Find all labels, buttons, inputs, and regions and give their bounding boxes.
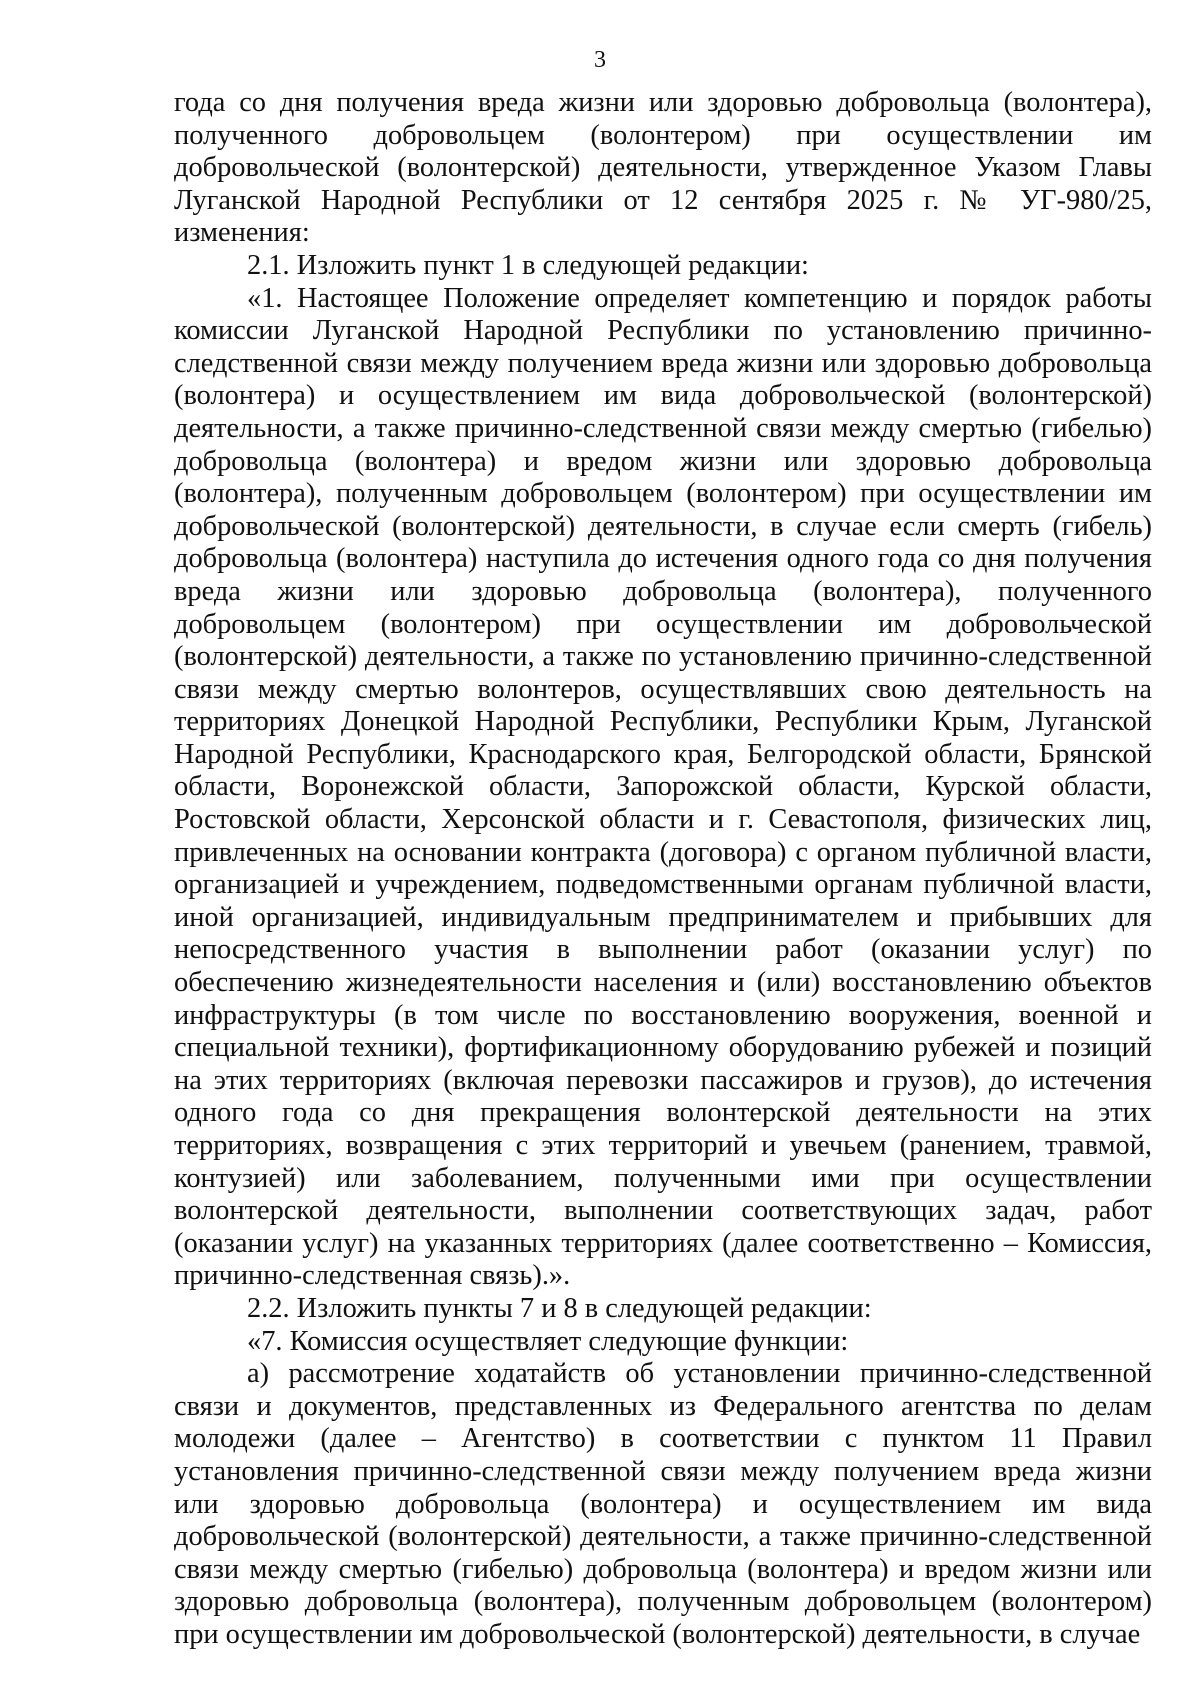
document-body [174,87,1152,1652]
paragraph: а) рассмотрение ходатайств об установлении причинно-следственной связи и документов, представленных из Федерального агентства по делам молодежи (далее – Агентство) в соответствии с пунктом 11 Правил установления причинно-следственной связи между получением вреда жизни или здоровью добровольца (волонтера) и осуществлением им вида добровольческой (волонтерской) деятельности, а также причинно-следственной связи между смертью (гибелью) добровольца (волонтера) и вредом жизни или здоровью добровольца (волонтера), полученным добровольцем (волонтером) при осуществлении им добровольческой (волонтерской) деятельности, в случае [174,1358,1152,1650]
paragraph: 2.1. Изложить пункт 1 в следующей редакции: [247,249,809,281]
paragraph: «7. Комиссия осуществляет следующие функции: [247,1325,849,1357]
paragraph: 2.2. Изложить пункты 7 и 8 в следующей редакции: [247,1292,872,1324]
paragraph: «1. Настоящее Положение определяет компетенцию и порядок работы комиссии Луганской Народной Республики по установлению причинно-следственной связи между получением вреда жизни или здоровью добровольца (волонтера) и осуществлением им вида добровольческой (волонтерской) деятельности, а также причинно-следственной связи между смертью (гибелью) добровольца (волонтера) и вредом жизни или здоровью добровольца (волонтера), полученным добровольцем (волонтером) при осуществлении им добровольческой (волонтерской) деятельности, в случае если смерть (гибель) добровольца (волонтера) наступила до истечения одного года со дня получения вреда жизни или здоровью добровольца (волонтера), полученного добровольцем (волонтером) при осуществлении им добровольческой (волонтерской) деятельности, а также по установлению причинно-следственной связи между смертью волонтеров, осуществлявших свою деятельность на территориях Донецкой Народной Республики, Республики Крым, Луганской Народной Республики, Краснодарского края, Белгородской области, Брянской области, Воронежской области, Запорожской области, Курской области, Ростовской области, Херсонской области и г. Севастополя, физических лиц, привлеченных на основании контракта (договора) с органом публичной власти, организацией и учреждением, подведомственными органам публичной власти, иной организацией, индивидуальным предпринимателем и прибывших для непосредственного участия в выполнении работ (оказании услуг) по обеспечению жизнедеятельности населения и (или) восстановлению объектов инфраструктуры (в том числе по восстановлению вооружения, военной и специальной техники), фортификационному оборудованию рубежей и позиций на этих территориях (включая перевозки пассажиров и грузов), до истечения одного года со дня прекращения волонтерской деятельности на этих территориях, возвращения с этих территорий и увечьем (ранением, травмой, контузией) или заболеванием, полученными ими при осуществлении волонтерской деятельности, выполнении соответствующих задач, работ (оказании услуг) на указанных территориях (далее соответственно – Комиссия, причинно-следственная связь).». [174,282,1152,1292]
paragraph: года со дня получения вреда жизни или здоровью добровольца (волонтера), полученного добровольцем (волонтером) при осуществлении им добровольческой (волонтерской) деятельности, утвержденное Указом Главы Луганской Народной Республики от 12 сентября 2025 г. № УГ-980/25, изменения: [174,87,1152,249]
page-number: 3 [594,47,606,73]
